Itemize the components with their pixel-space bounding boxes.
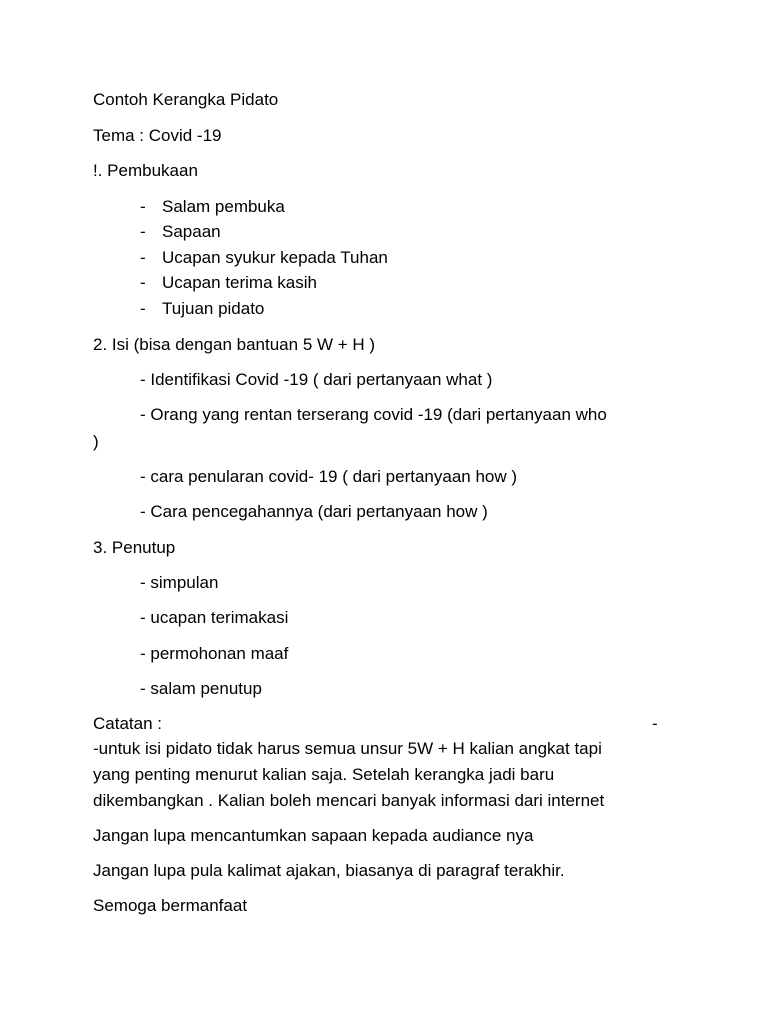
document-title: Contoh Kerangka Pidato: [93, 90, 279, 109]
list-item: - Tujuan pidato: [140, 299, 265, 318]
list-item: - salam penutup: [140, 679, 262, 698]
closing-line: Semoga bermanfaat: [93, 896, 248, 915]
section-closing-heading: 3. Penutup: [93, 538, 176, 557]
notes-line: -untuk isi pidato tidak harus semua unsur 5W + H kalian angkat tapi: [93, 739, 602, 758]
list-item: - Orang yang rentan terserang covid -19 (dari pertanyaan who: [140, 405, 607, 424]
notes-trailing-dash: -: [652, 714, 658, 733]
list-item: - Cara pencegahannya (dari pertanyaan how ): [140, 502, 488, 521]
section-opening-heading: !. Pembukaan: [93, 161, 198, 180]
list-item-continuation: ): [93, 432, 99, 451]
list-item: - Ucapan syukur kepada Tuhan: [140, 248, 388, 267]
theme-line: Tema : Covid -19: [93, 126, 222, 145]
section-content-heading: 2. Isi (bisa dengan bantuan 5 W + H ): [93, 335, 376, 354]
notes-paragraph: Jangan lupa pula kalimat ajakan, biasanya di paragraf terakhir.: [93, 861, 565, 880]
notes-line: dikembangkan . Kalian boleh mencari banyak informasi dari internet: [93, 791, 605, 810]
list-item: - permohonan maaf: [140, 644, 289, 663]
list-item: - Salam pembuka: [140, 197, 285, 216]
notes-paragraph: Jangan lupa mencantumkan sapaan kepada audiance nya: [93, 826, 534, 845]
notes-label: Catatan :: [93, 714, 162, 733]
list-item: - cara penularan covid- 19 ( dari pertanyaan how ): [140, 467, 518, 486]
notes-line: yang penting menurut kalian saja. Setelah kerangka jadi baru: [93, 765, 555, 784]
list-item: - simpulan: [140, 573, 219, 592]
list-item: - ucapan terimakasi: [140, 608, 289, 627]
list-item: - Identifikasi Covid -19 ( dari pertanyaan what ): [140, 370, 493, 389]
list-item: - Ucapan terima kasih: [140, 273, 317, 292]
list-item: - Sapaan: [140, 222, 221, 241]
